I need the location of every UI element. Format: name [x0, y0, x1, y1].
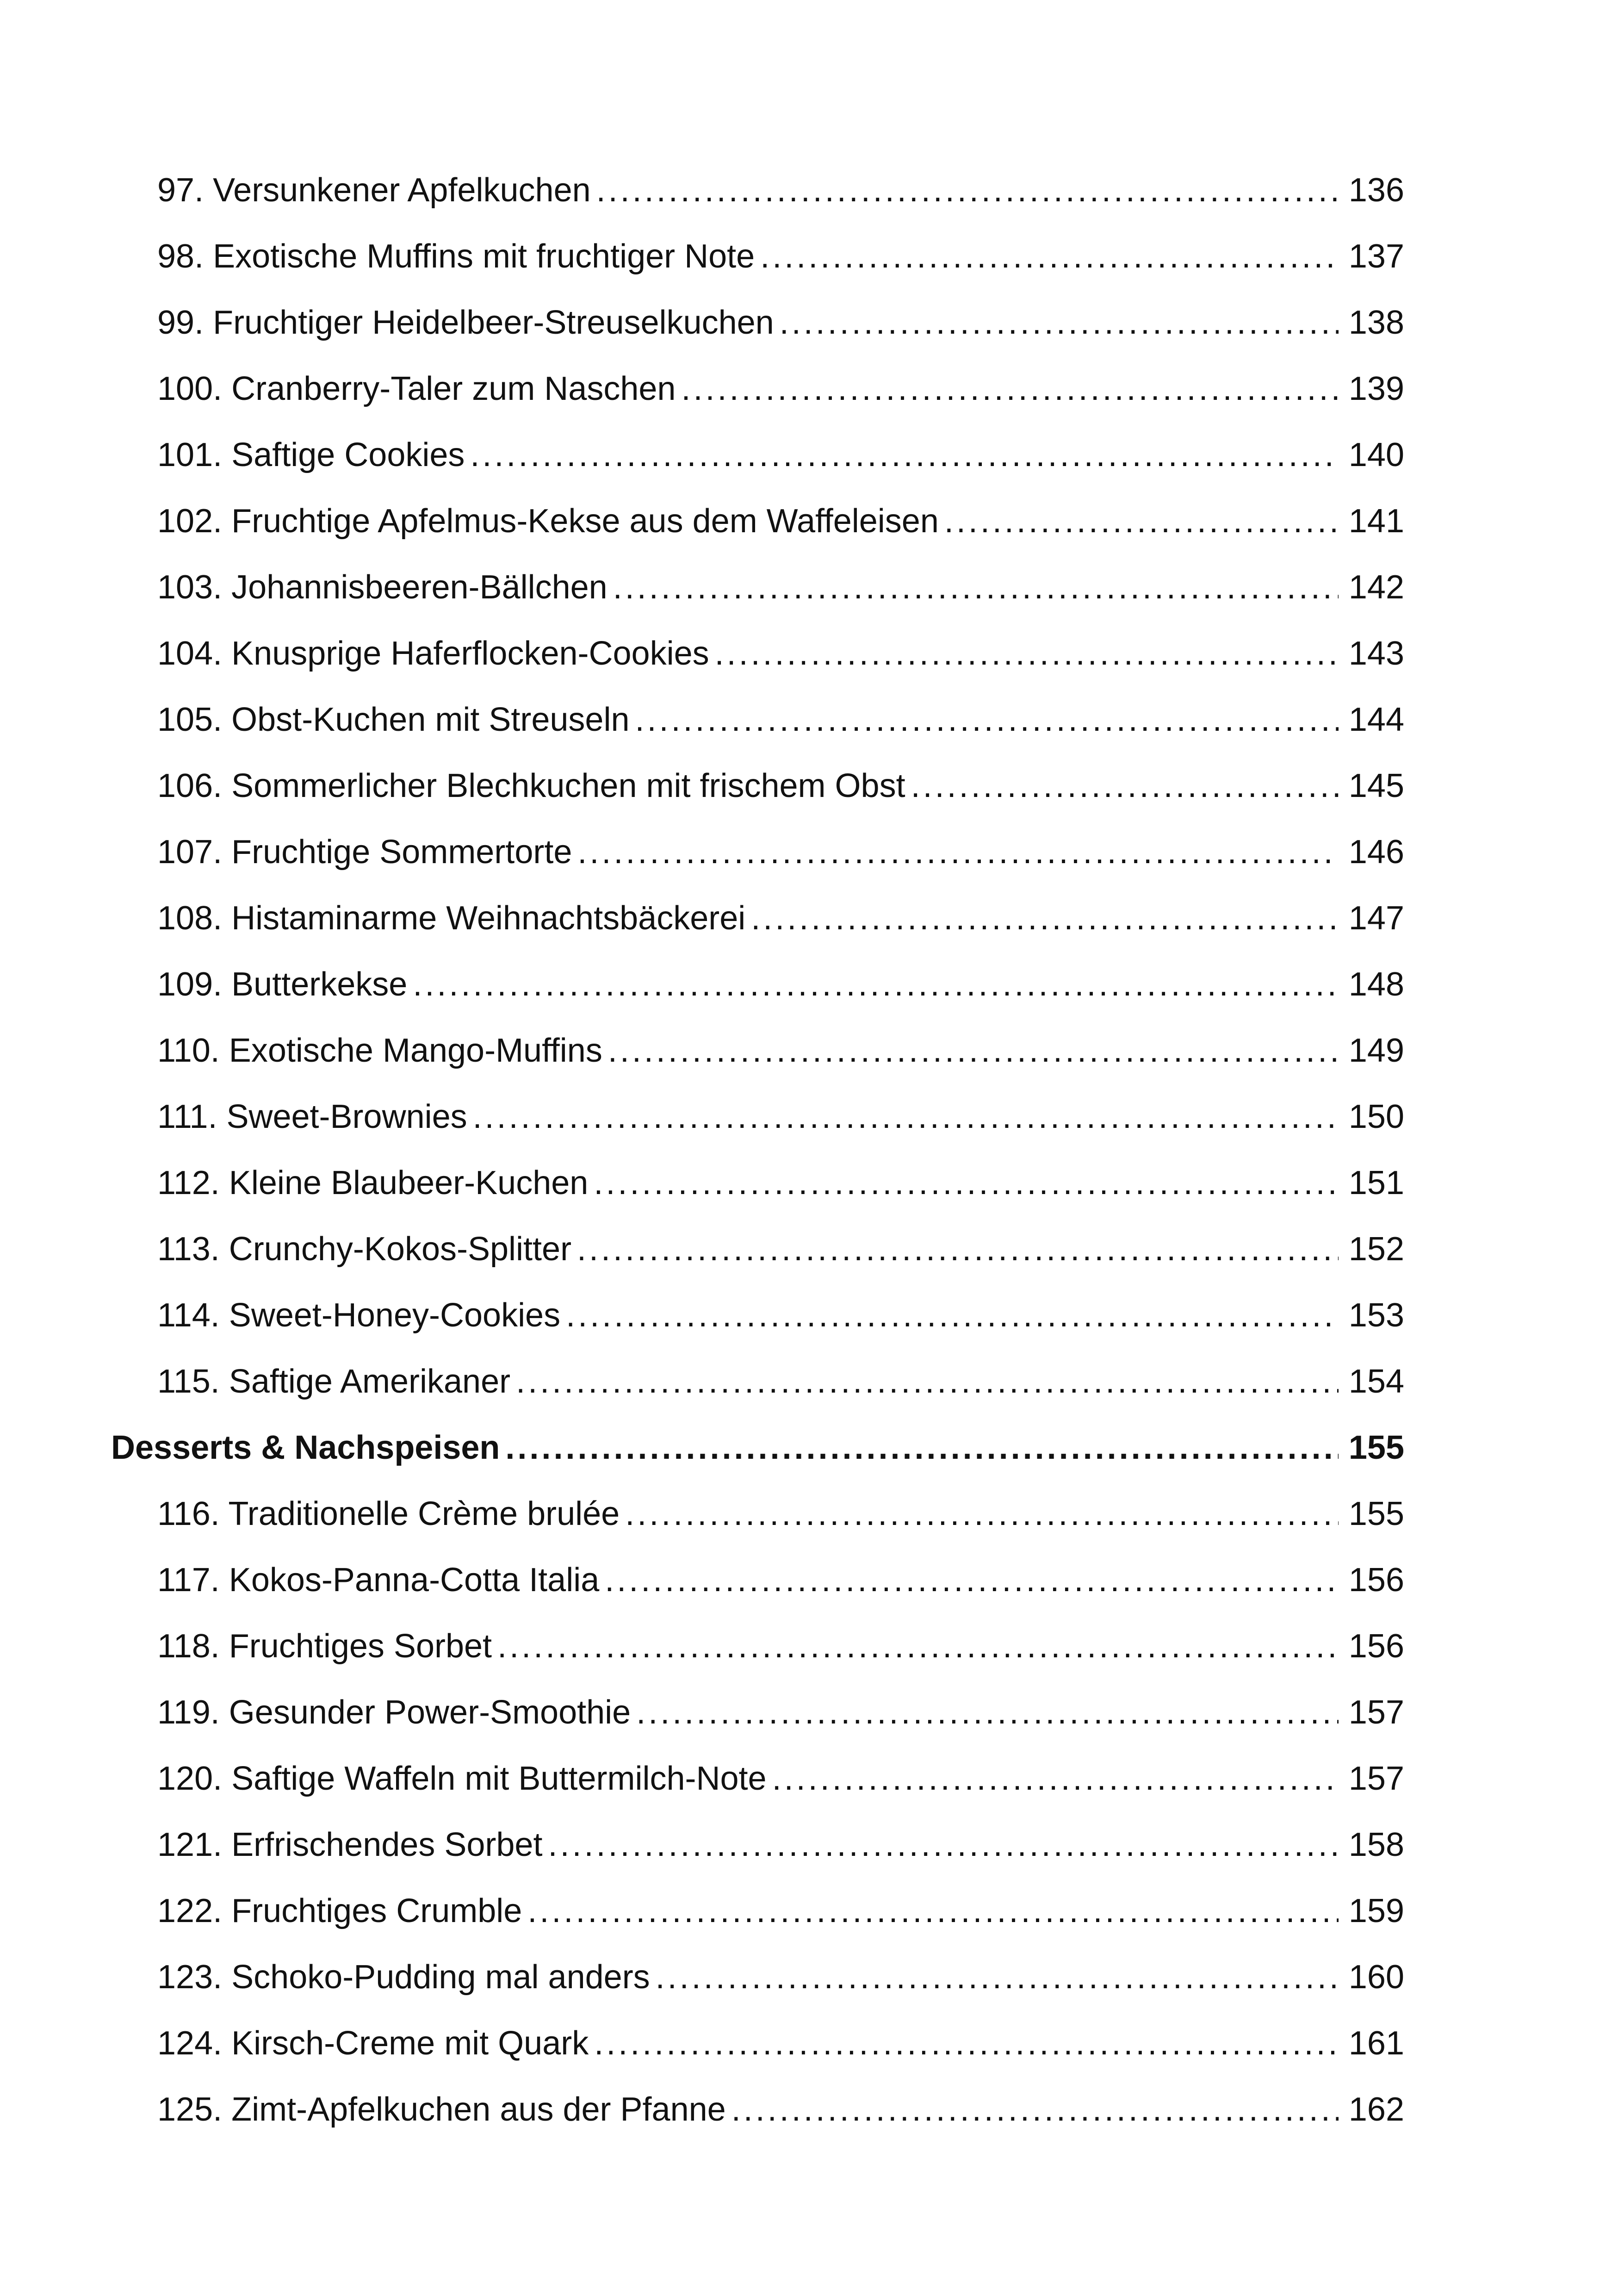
entry-title: 110. Exotische Mango-Muffins — [157, 1032, 602, 1069]
page-number: 161 — [1348, 2025, 1404, 2062]
entry-title: 117. Kokos-Panna-Cotta Italia — [157, 1562, 600, 1599]
entry-title: 107. Fruchtige Sommertorte — [157, 834, 572, 871]
dot-leader — [715, 621, 1339, 687]
page-number: 149 — [1348, 1032, 1404, 1069]
page-number: 139 — [1348, 370, 1404, 407]
page-number: 151 — [1348, 1164, 1404, 1201]
dot-leader — [625, 1481, 1339, 1547]
dot-leader — [527, 1878, 1339, 1944]
dot-leader — [911, 753, 1339, 819]
page-number: 141 — [1348, 503, 1404, 540]
page-number: 156 — [1348, 1628, 1404, 1665]
toc-entry — [111, 1547, 1404, 1613]
page-number: 145 — [1348, 767, 1404, 804]
toc-entry — [111, 1282, 1404, 1349]
entry-title: 98. Exotische Muffins mit fruchtiger Note — [157, 238, 755, 275]
toc-entry — [111, 422, 1404, 488]
entry-title: 122. Fruchtiges Crumble — [157, 1892, 522, 1929]
page-number: 155 — [1348, 1429, 1404, 1466]
entry-title: 125. Zimt-Apfelkuchen aus der Pfanne — [157, 2091, 726, 2128]
entry-title: 119. Gesunder Power-Smoothie — [157, 1694, 631, 1731]
page-number: 153 — [1348, 1297, 1404, 1334]
page-number: 152 — [1348, 1231, 1404, 1268]
toc-entry — [111, 1349, 1404, 1415]
dot-leader — [596, 157, 1339, 224]
page-number: 140 — [1348, 436, 1404, 473]
page-number: 136 — [1348, 172, 1404, 209]
toc-entry — [111, 1878, 1404, 1944]
page-number: 142 — [1348, 569, 1404, 606]
entry-title: 101. Saftige Cookies — [157, 436, 465, 473]
toc-entry — [111, 621, 1404, 687]
page-number: 156 — [1348, 1562, 1404, 1599]
page-number: 158 — [1348, 1826, 1404, 1863]
entry-title: 104. Knusprige Haferflocken-Cookies — [157, 635, 709, 672]
dot-leader — [613, 554, 1339, 621]
entry-title: 100. Cranberry-Taler zum Naschen — [157, 370, 676, 407]
toc-entry — [111, 1216, 1404, 1282]
dot-leader — [635, 687, 1339, 753]
toc-entry — [111, 1481, 1404, 1547]
toc-entry — [111, 1680, 1404, 1746]
page-number: 144 — [1348, 701, 1404, 738]
dot-leader — [516, 1349, 1339, 1415]
section-title: Desserts & Nachspeisen — [111, 1429, 500, 1466]
page-number: 143 — [1348, 635, 1404, 672]
dot-leader — [548, 1812, 1339, 1878]
entry-title: 111. Sweet-Brownies — [157, 1098, 467, 1135]
page-number: 148 — [1348, 966, 1404, 1003]
dot-leader — [751, 885, 1339, 952]
dot-leader — [594, 2010, 1339, 2077]
page-number: 146 — [1348, 834, 1404, 871]
dot-leader — [944, 488, 1339, 554]
entry-title: 113. Crunchy-Kokos-Splitter — [157, 1231, 572, 1268]
entry-title: 116. Traditionelle Crème brulée — [157, 1495, 620, 1532]
page-number: 157 — [1348, 1760, 1404, 1797]
dot-leader — [608, 1018, 1339, 1084]
dot-leader — [760, 224, 1339, 290]
toc-entry — [111, 687, 1404, 753]
toc-entry — [111, 1018, 1404, 1084]
toc-entry — [111, 753, 1404, 819]
entry-title: 97. Versunkener Apfelkuchen — [157, 172, 591, 209]
page-number: 159 — [1348, 1892, 1404, 1929]
entry-title: 102. Fruchtige Apfelmus-Kekse aus dem Waffeleisen — [157, 503, 939, 540]
page-number: 150 — [1348, 1098, 1404, 1135]
toc-entry — [111, 224, 1404, 290]
dot-leader — [681, 356, 1339, 422]
dot-leader — [577, 1216, 1339, 1282]
page-number: 147 — [1348, 900, 1404, 937]
entry-title: 114. Sweet-Honey-Cookies — [157, 1297, 561, 1334]
toc-entry — [111, 356, 1404, 422]
toc-entry — [111, 290, 1404, 356]
dot-leader — [505, 1415, 1339, 1481]
entry-title: 115. Saftige Amerikaner — [157, 1363, 511, 1400]
entry-title: 112. Kleine Blaubeer-Kuchen — [157, 1164, 589, 1201]
dot-leader — [473, 1084, 1339, 1150]
dot-leader — [605, 1547, 1339, 1613]
page-number: 160 — [1348, 1959, 1404, 1996]
entry-title: 103. Johannisbeeren-Bällchen — [157, 569, 608, 606]
page-number: 157 — [1348, 1694, 1404, 1731]
entry-title: 106. Sommerlicher Blechkuchen mit frischem Obst — [157, 767, 905, 804]
page-number: 138 — [1348, 304, 1404, 341]
toc-entry — [111, 2077, 1404, 2143]
toc-section-heading — [111, 1415, 1404, 1481]
toc-entry — [111, 1812, 1404, 1878]
toc-entry — [111, 1613, 1404, 1680]
entry-title: 99. Fruchtiger Heidelbeer-Streuselkuchen — [157, 304, 774, 341]
dot-leader — [656, 1944, 1339, 2010]
toc-entry — [111, 2010, 1404, 2077]
entry-title: 109. Butterkekse — [157, 966, 408, 1003]
dot-leader — [732, 2077, 1339, 2143]
entry-title: 124. Kirsch-Creme mit Quark — [157, 2025, 589, 2062]
entry-title: 123. Schoko-Pudding mal anders — [157, 1959, 650, 1996]
page-number: 137 — [1348, 238, 1404, 275]
dot-leader — [413, 952, 1339, 1018]
toc-entry — [111, 157, 1404, 224]
toc-entry — [111, 952, 1404, 1018]
page-number: 162 — [1348, 2091, 1404, 2128]
dot-leader — [772, 1746, 1339, 1812]
dot-leader — [470, 422, 1339, 488]
dot-leader — [497, 1613, 1339, 1680]
toc-entry — [111, 1084, 1404, 1150]
toc-entry — [111, 488, 1404, 554]
toc-entry — [111, 1150, 1404, 1216]
dot-leader — [780, 290, 1339, 356]
dot-leader — [594, 1150, 1339, 1216]
toc-entry — [111, 885, 1404, 952]
page-number: 155 — [1348, 1495, 1404, 1532]
dot-leader — [636, 1680, 1339, 1746]
toc-entry — [111, 819, 1404, 885]
toc-entry — [111, 554, 1404, 621]
toc-entry — [111, 1746, 1404, 1812]
toc-entry — [111, 1944, 1404, 2010]
dot-leader — [577, 819, 1339, 885]
entry-title: 120. Saftige Waffeln mit Buttermilch-Note — [157, 1760, 767, 1797]
dot-leader — [566, 1282, 1339, 1349]
entry-title: 105. Obst-Kuchen mit Streuseln — [157, 701, 630, 738]
entry-title: 121. Erfrischendes Sorbet — [157, 1826, 543, 1863]
table-of-contents — [111, 157, 1404, 2143]
page-number: 154 — [1348, 1363, 1404, 1400]
entry-title: 108. Histaminarme Weihnachtsbäckerei — [157, 900, 746, 937]
entry-title: 118. Fruchtiges Sorbet — [157, 1628, 492, 1665]
